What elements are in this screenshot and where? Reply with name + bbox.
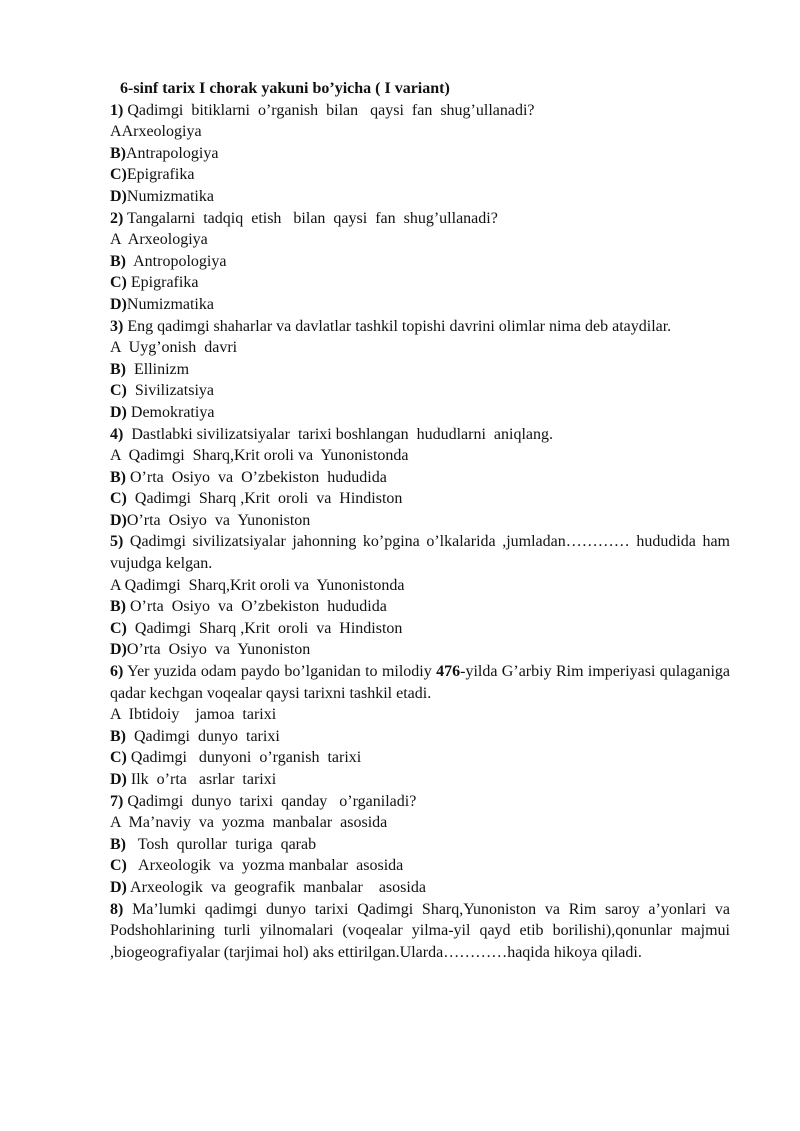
option-letter: D) [110, 295, 127, 313]
option-d [110, 186, 730, 208]
option-letter: D) [110, 187, 127, 205]
question-text: Qadimgi bitiklarni o’rganish bilan qaysi fan shug’ullanadi? [123, 101, 535, 119]
question-8 [110, 899, 730, 964]
question-number: 2) [110, 209, 124, 227]
option-text: O’rta Osiyo va O’zbekiston hududida [126, 598, 387, 616]
question-number: 8) [110, 900, 124, 918]
option-d [110, 510, 730, 532]
option-letter: B) [110, 252, 126, 270]
option-b [110, 467, 730, 489]
option-c [110, 747, 730, 769]
option-letter: D) [110, 878, 127, 896]
option-text: O’rta Osiyo va Yunoniston [126, 641, 311, 659]
question-2 [110, 208, 730, 230]
question-text: Tangalarni tadqiq etish bilan qaysi fan shug’ullanadi? [123, 209, 498, 227]
question-number: 4) [110, 425, 124, 443]
question-1 [110, 100, 730, 122]
option-d [110, 877, 730, 899]
option-c [110, 855, 730, 877]
option-a [110, 575, 730, 597]
option-b [110, 834, 730, 856]
option-text: Antrapologiya [126, 144, 219, 162]
question-text: Qadimgi sivilizatsiyalar jahonning ko’pgina o’lkalarida ,jumladan………… hududida ham vujudga kelgan. [110, 533, 730, 573]
option-letter: D) [110, 641, 127, 659]
option-a [110, 121, 730, 143]
question-text-part: -yilda G’arbiy Rim imperiyasi qulaganiga qadar kechgan voqealar qaysi tarixni tashkil etadi. [110, 663, 731, 702]
option-b [110, 251, 730, 273]
question-6 [110, 661, 730, 704]
option-a [110, 445, 730, 467]
option-letter: C) [110, 857, 127, 875]
option-text: Tosh qurollar turiga qarab [126, 835, 317, 853]
option-text: Numizmatika [126, 187, 214, 205]
option-letter: B) [110, 144, 126, 162]
option-letter: D) [110, 403, 127, 421]
question-number: 1) [110, 101, 124, 119]
option-text: Antropologiya [126, 252, 227, 270]
option-text: Numizmatika [126, 295, 214, 313]
option-a [110, 704, 730, 726]
option-d [110, 639, 730, 661]
option-text: Ellinizm [126, 360, 190, 378]
question-number: 6) [110, 663, 124, 681]
question-text-part: Yer yuzida odam paydo bo’lganidan to milodiy [123, 663, 437, 681]
option-c [110, 488, 730, 510]
option-text: O’rta Osiyo va O’zbekiston hududida [126, 468, 387, 486]
question-4 [110, 424, 730, 446]
option-letter: B) [110, 598, 126, 616]
option-letter: A [110, 447, 121, 465]
option-text: Epigrafika [126, 274, 199, 292]
option-c [110, 164, 730, 186]
question-text: Ma’lumki qadimgi dunyo tarixi Qadimgi Sharq,Yunoniston va Rim saroy a’yonlari va Podshohlarining turli yilnomalari (voqealar yilma-yil qayd etib borilishi),qonunlar majmui ,biogeografiyalar (tarjimai hol) aks ettirilgan.Ularda…………haqida hikoya qiladi. [110, 900, 730, 961]
option-text: Ilk o’rta asrlar tarixi [126, 771, 277, 788]
option-letter: C) [110, 382, 127, 400]
question-number: 3) [110, 317, 124, 335]
option-letter: D) [110, 511, 127, 529]
question-5 [110, 531, 730, 574]
option-letter: B) [110, 835, 126, 853]
option-text: Epigrafika [126, 166, 195, 184]
question-year: 476 [436, 663, 461, 681]
option-b [110, 596, 730, 618]
option-letter: A [110, 814, 121, 832]
option-text: Arxeologik va geografik manbalar asosida [126, 878, 426, 896]
option-text: Uyg’onish davri [120, 339, 238, 357]
option-text: Qadimgi Sharq ,Krit oroli va Hindiston [126, 619, 403, 637]
option-text: Arxeologiya [120, 231, 208, 249]
question-3 [110, 316, 730, 338]
option-letter: A [110, 576, 121, 594]
option-text: Arxeologik va yozma manbalar asosida [126, 857, 404, 875]
question-text: Eng qadimgi shaharlar va davlatlar tashkil topishi davrini olimlar nima deb ataydilar. [123, 317, 672, 335]
option-letter: A [110, 231, 121, 249]
option-letter: A [110, 706, 121, 724]
option-text: Arxeologiya [121, 123, 202, 141]
option-text: Qadimgi Sharq ,Krit oroli va Hindiston [126, 490, 403, 508]
option-letter: C) [110, 274, 127, 292]
option-text: O’rta Osiyo va Yunoniston [126, 511, 311, 529]
option-text: Qadimgi dunyoni o’rganish tarixi [126, 749, 362, 767]
option-c [110, 618, 730, 640]
option-b [110, 359, 730, 381]
option-b [110, 726, 730, 748]
question-7 [110, 791, 730, 813]
option-b [110, 143, 730, 165]
option-letter: B) [110, 727, 126, 745]
option-letter: C) [110, 749, 127, 767]
option-letter: B) [110, 360, 126, 378]
option-text: Sivilizatsiya [126, 382, 214, 400]
option-text: Demokratiya [126, 403, 215, 421]
option-a [110, 229, 730, 251]
question-number: 7) [110, 792, 124, 810]
option-a [110, 812, 730, 834]
option-letter: B) [110, 468, 126, 486]
question-number: 5) [110, 533, 124, 551]
question-text: Dastlabki sivilizatsiyalar tarixi boshlangan hududlarni aniqlang. [123, 425, 554, 443]
option-d [110, 769, 730, 791]
document-title: 6-sinf tarix I chorak yakuni bo’yicha ( I variant) [120, 80, 450, 97]
option-text: Ibtidoiy jamoa tarixi [120, 706, 277, 724]
option-text: Ma’naviy va yozma manbalar asosida [120, 814, 388, 832]
option-c [110, 272, 730, 294]
option-text: Qadimgi Sharq,Krit oroli va Yunonistonda [120, 576, 405, 594]
option-letter: A [110, 339, 121, 357]
option-letter: C) [110, 166, 127, 184]
option-d [110, 294, 730, 316]
option-text: Qadimgi dunyo tarixi [126, 727, 280, 745]
document-page [110, 78, 730, 963]
option-a [110, 337, 730, 359]
option-letter: D) [110, 771, 127, 788]
option-letter: C) [110, 490, 127, 508]
option-c [110, 380, 730, 402]
option-text: Qadimgi Sharq,Krit oroli va Yunonistonda [120, 447, 409, 465]
option-d [110, 402, 730, 424]
option-letter: A [110, 123, 122, 141]
question-text: Qadimgi dunyo tarixi qanday o’rganiladi? [123, 792, 417, 810]
option-letter: C) [110, 619, 127, 637]
